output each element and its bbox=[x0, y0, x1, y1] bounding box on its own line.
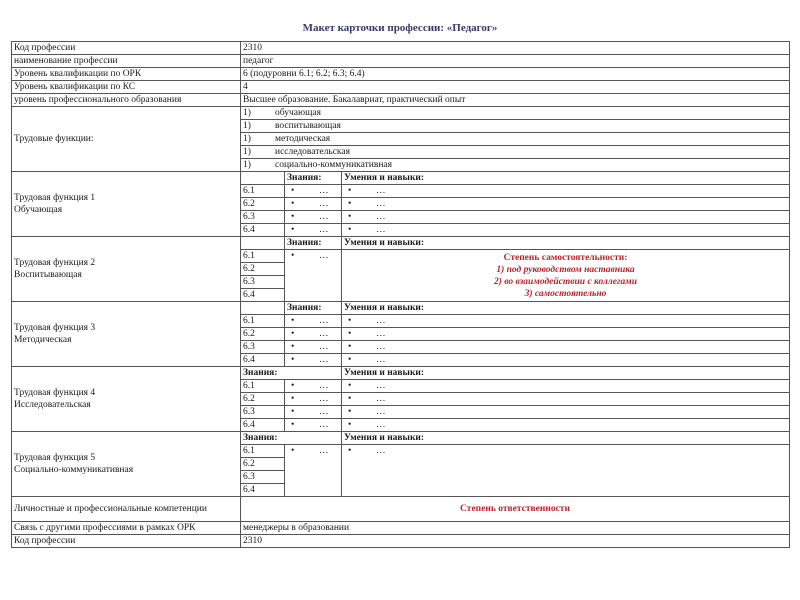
ks-label: Уровень квалификации по КС bbox=[12, 81, 241, 94]
table-row bbox=[12, 237, 790, 250]
function-item: 1) методическая bbox=[241, 133, 790, 146]
sublevel: 6.3 bbox=[241, 211, 285, 224]
tf5-label: Трудовая функция 5 Социально-коммуникативная bbox=[12, 432, 241, 497]
sublevel: 6.2 bbox=[241, 458, 285, 471]
code-value-bottom: 2310 bbox=[241, 535, 790, 548]
table-row bbox=[12, 55, 790, 68]
sublevel: 6.1 bbox=[241, 445, 285, 458]
table-row bbox=[12, 172, 790, 185]
profession-card-table: Код профессии 2310 наименование профессии педагог Уровень квалификации по ОРК 6 (подуровни 6.1; 6.2; 6.3; 6.4) Уровень квалификации по КС 4 уровень профессионального образования Высшее образование. Бакалавриат, практический опыт Трудовые функции: 1) обучающая 1) воспитывающая 1) методическая 1) исследовательская 1) социально-коммуникативная Трудовая функция 1 Обучающая Знания: Умения и навыки: 6.1 • … • … 6.2 • … • … 6.3 • … • … 6.4 • … • … Трудовая функция 2 Воспитывающая Знания: Умения и навыки: 6.1 • … Степень самостоятельности: 1) под руководством наставника 2) во взаимодействии с коллегами 3) самостоятельно 6.2 6.3 6.4 Трудовая функция 3 Методическая Знания: Умения и навыки: 6.1 • … • … 6.2 • … • … 6.3 • … • … 6.4 • … • … Трудовая функция 4 Исследовательская Знания: Умения и навыки: 6.1 • … • … 6.2 • … • … 6.3 • … • … 6.4 • … • … Трудовая функция 5 Социально-коммуникативная Знания: Умения и навыки: 6.1 • … • … 6.2 6.3 6.4 Личностные и профессиональные компетенции Степень ответственности Связь с другими профессиями в рамках ОРК менеджеры в образовании Код профессии 2310 bbox=[11, 41, 790, 548]
code-value: 2310 bbox=[241, 42, 790, 55]
link-label: Связь с другими профессиями в рамках ОРК bbox=[12, 522, 241, 535]
knowledge-header: Знания: bbox=[285, 302, 342, 315]
sublevel: 6.1 bbox=[241, 380, 285, 393]
sublevel: 6.4 bbox=[241, 224, 285, 237]
skills-header: Умения и навыки: bbox=[342, 302, 790, 315]
table-row bbox=[12, 497, 790, 522]
knowledge-header: Знания: bbox=[285, 172, 342, 185]
tf3-label: Трудовая функция 3 Методическая bbox=[12, 302, 241, 367]
edu-value: Высшее образование. Бакалавриат, практический опыт bbox=[241, 94, 790, 107]
table-row bbox=[12, 432, 790, 445]
sublevel: 6.3 bbox=[241, 276, 285, 289]
sublevel: 6.2 bbox=[241, 328, 285, 341]
knowledge-header: Знания: bbox=[241, 432, 342, 445]
knowledge-header: Знания: bbox=[285, 237, 342, 250]
sublevel: 6.4 bbox=[241, 354, 285, 367]
tf1-label: Трудовая функция 1 Обучающая bbox=[12, 172, 241, 237]
name-label: наименование профессии bbox=[12, 55, 241, 68]
link-value: менеджеры в образовании bbox=[241, 522, 790, 535]
sublevel: 6.3 bbox=[241, 341, 285, 354]
function-item: 1) обучающая bbox=[241, 107, 790, 120]
competence-label: Личностные и профессиональные компетенции bbox=[12, 497, 241, 522]
function-item: 1) социально-коммуникативная bbox=[241, 159, 790, 172]
tf2-label: Трудовая функция 2 Воспитывающая bbox=[12, 237, 241, 302]
code-label-bottom: Код профессии bbox=[12, 535, 241, 548]
sublevel: 6.1 bbox=[241, 250, 285, 263]
table-row bbox=[12, 42, 790, 55]
table-row bbox=[12, 535, 790, 548]
tf4-label: Трудовая функция 4 Исследовательская bbox=[12, 367, 241, 432]
knowledge-header: Знания: bbox=[241, 367, 342, 380]
sublevel: 6.4 bbox=[241, 289, 285, 302]
skills-header: Умения и навыки: bbox=[342, 172, 790, 185]
table-row bbox=[12, 81, 790, 94]
sublevel: 6.1 bbox=[241, 315, 285, 328]
name-value: педагог bbox=[241, 55, 790, 68]
autonomy-block: Степень самостоятельности: 1) под руководством наставника 2) во взаимодействии с коллегами 3) самостоятельно bbox=[342, 250, 790, 302]
skills-header: Умения и навыки: bbox=[342, 237, 790, 250]
sublevel: 6.3 bbox=[241, 471, 285, 484]
ks-value: 4 bbox=[241, 81, 790, 94]
table-row bbox=[12, 68, 790, 81]
page-title: Макет карточки профессии: «Педагог» bbox=[302, 22, 498, 34]
sublevel: 6.4 bbox=[241, 419, 285, 432]
orc-value: 6 (подуровни 6.1; 6.2; 6.3; 6.4) bbox=[241, 68, 790, 81]
table-row bbox=[12, 367, 790, 380]
table-row bbox=[12, 107, 790, 120]
code-label: Код профессии bbox=[12, 42, 241, 55]
sublevel: 6.2 bbox=[241, 198, 285, 211]
function-item: 1) исследовательская bbox=[241, 146, 790, 159]
table-row bbox=[12, 302, 790, 315]
sublevel: 6.4 bbox=[241, 484, 285, 497]
sublevel: 6.3 bbox=[241, 406, 285, 419]
responsibility-label: Степень ответственности bbox=[241, 497, 790, 522]
table-row bbox=[12, 522, 790, 535]
sublevel: 6.2 bbox=[241, 393, 285, 406]
table-row bbox=[12, 94, 790, 107]
edu-label: уровень профессионального образования bbox=[12, 94, 241, 107]
sublevel: 6.2 bbox=[241, 263, 285, 276]
skills-header: Умения и навыки: bbox=[342, 367, 790, 380]
skills-header: Умения и навыки: bbox=[342, 432, 790, 445]
function-item: 1) воспитывающая bbox=[241, 120, 790, 133]
orc-label: Уровень квалификации по ОРК bbox=[12, 68, 241, 81]
sublevel: 6.1 bbox=[241, 185, 285, 198]
functions-label: Трудовые функции: bbox=[12, 107, 241, 172]
